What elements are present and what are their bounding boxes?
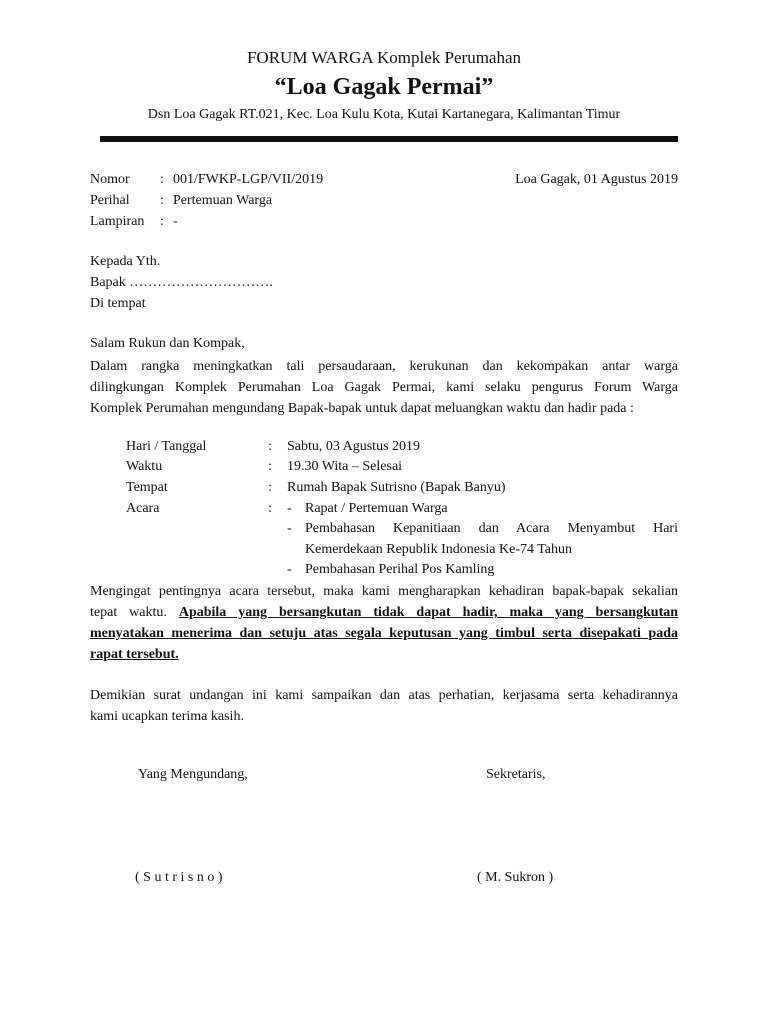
lampiran-value: -: [173, 214, 178, 229]
signature-right-name: ( M. Sukron ): [477, 870, 554, 885]
acara-dash-3: -: [287, 562, 292, 577]
acara-dash-2: -: [287, 521, 292, 536]
acara-label: Acara: [126, 501, 160, 516]
tempat-label: Tempat: [126, 480, 168, 495]
perihal-colon: :: [160, 193, 164, 208]
closing-line-2-plain: tepat waktu.: [90, 605, 167, 620]
thanks-line-2: kami ucapkan terima kasih.: [90, 709, 244, 724]
place-date: Loa Gagak, 01 Agustus 2019: [515, 172, 678, 187]
recipient-line-1: Kepada Yth.: [90, 254, 161, 269]
waktu-value: 19.30 Wita – Selesai: [287, 459, 403, 474]
closing-line-3: menyatakan menerima dan setuju atas segala keputusan yang timbul serta disepakati pada: [90, 626, 678, 641]
lampiran-colon: :: [160, 214, 164, 229]
signature-right-title: Sekretaris,: [486, 767, 546, 782]
acara-colon: :: [268, 501, 272, 516]
acara-item-3: Pembahasan Perihal Pos Kamling: [305, 562, 495, 577]
acara-item-2-cont: Kemerdekaan Republik Indonesia Ke-74 Tahun: [305, 542, 573, 557]
hari-value: Sabtu, 03 Agustus 2019: [287, 439, 421, 454]
org-address: Dsn Loa Gagak RT.021, Kec. Loa Kulu Kota, Kutai Kartanegara, Kalimantan Timur: [147, 107, 621, 122]
closing-line-2: [90, 602, 678, 623]
recipient-line-2: Bapak ………………………….: [90, 275, 273, 290]
waktu-colon: :: [268, 459, 272, 474]
intro-line-3: Komplek Perumahan mengundang Bapak-bapak untuk dapat meluangkan waktu dan hadir pada :: [90, 401, 634, 416]
perihal-label: Perihal: [90, 193, 130, 208]
nomor-value: 001/FWKP-LGP/VII/2019: [173, 172, 324, 187]
greeting: Salam Rukun dan Kompak,: [90, 336, 245, 351]
acara-dash-1: -: [287, 501, 292, 516]
tempat-value: Rumah Bapak Sutrisno (Bapak Banyu): [287, 480, 506, 495]
intro-paragraph: [90, 356, 678, 419]
recipient-line-3: Di tempat: [90, 296, 146, 311]
closing-line-1: Mengingat pentingnya acara tersebut, maka kami mengharapkan kehadiran bapak-bapak sekalian: [90, 584, 678, 599]
waktu-label: Waktu: [126, 459, 163, 474]
perihal-value: Pertemuan Warga: [173, 193, 273, 208]
hari-colon: :: [268, 439, 272, 454]
lampiran-label: Lampiran: [90, 214, 145, 229]
org-name: FORUM WARGA Komplek Perumahan: [246, 48, 522, 67]
closing-paragraph-1: [90, 581, 678, 665]
tempat-colon: :: [268, 480, 272, 495]
intro-line-1: Dalam rangka meningkatkan tali persaudaraan, kerukunan dan kekompakan antar warga: [90, 359, 678, 374]
org-title: “Loa Gagak Permai”: [274, 74, 494, 100]
signature-left-title: Yang Mengundang,: [138, 767, 248, 782]
closing-paragraph-2: [90, 685, 678, 727]
header-divider: [100, 136, 678, 142]
acara-item-2: Pembahasan Kepanitiaan dan Acara Menyambut Hari: [305, 521, 678, 536]
acara-item-1: Rapat / Pertemuan Warga: [305, 501, 448, 516]
closing-line-4: rapat tersebut.: [90, 647, 179, 662]
thanks-line-1: Demikian surat undangan ini kami sampaikan dan atas perhatian, kerjasama serta kehadirannya: [90, 688, 678, 703]
nomor-label: Nomor: [90, 172, 130, 187]
intro-line-2: dilingkungan Komplek Perumahan Loa Gagak Permai, kami selaku pengurus Forum Warga: [90, 380, 678, 395]
closing-line-2-bold: Apabila yang bersangkutan tidak dapat hadir, maka yang bersangkutan: [178, 605, 679, 620]
nomor-colon: :: [160, 172, 164, 187]
signature-left-name: ( S u t r i s n o ): [135, 870, 223, 885]
hari-label: Hari / Tanggal: [126, 439, 207, 454]
